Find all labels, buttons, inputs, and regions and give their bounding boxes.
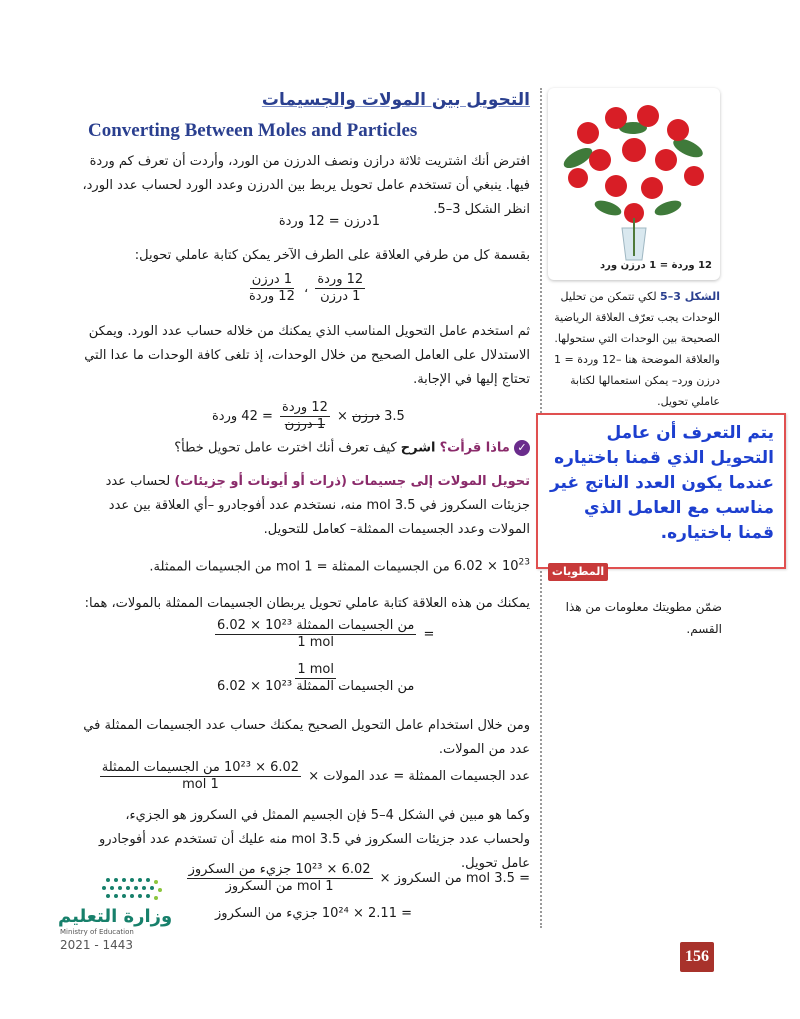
write-text: يمكنك من هذه العلاقة كتابة عاملي تحويل يربطان الجسيمات الممثلة بالمولات، هما:: [84, 596, 530, 611]
sucrose-equation: = 3.5 mol من السكروز × $\frac{\text{6.02 × 10²³ جزيء من السكروز}}{\text{1 mol من السكروز}}$: [188, 862, 530, 894]
factor-dozen-per-roses: $\frac{\text{1 درزن}}{\text{12 وردة}}$: [249, 272, 295, 304]
intro-paragraph: افترض أنك اشتريت ثلاثة درازن ونصف الدرزن من الورد، وأردت أن تعرف كم وردة فيها. ينبغي أن تستخدم عامل تحويل يربط بين الدرزن وعدد الورد لحساب عدد الورد، انظر الشكل 3–5.: [82, 154, 530, 217]
check-icon: ✓: [514, 440, 530, 456]
through-paragraph: ومن خلال استخدام عامل التحويل الصحيح يمكنك حساب عدد الجسيمات الممثلة في عدد من المولات.: [83, 718, 530, 757]
annotation-box: [536, 413, 786, 569]
avogadro-factor-1: $\frac{\text{6.02 × 10²³ من الجسيمات الممثلة}}{\text{1 mol}}$ =: [217, 618, 435, 650]
dividing-text: بقسمة كل من طرفي العلاقة على الطرف الآخر يمكن كتابة عاملي تحويل:: [134, 248, 530, 263]
ministry-name-arabic: وزارة التعليم: [58, 906, 173, 927]
as-shown-paragraph: وكما هو مبين في الشكل 4–5 فإن الجسيم الممثل في السكروز هو الجزيء، ولحساب عدد جزيئات السكروز في 3.5 mol منه عليك أن تستخدم عدد أفوجادرو عامل تحويل.: [98, 808, 530, 871]
subsection-title: تحويل المولات إلى جسيمات (ذرات أو أيونات أو جزيئات): [174, 474, 530, 489]
avogadro-equation: $6.02 \times 10^{23}$ من الجسيمات الممثلة = 1 mol من الجسيمات الممثلة.: [149, 558, 530, 575]
roses-illustration: [548, 88, 720, 280]
section-title-arabic: التحويل بين المولات والجسيمات: [261, 90, 530, 110]
figure-caption: الشكل 3–5 لكي تتمكن من تحليل الوحدات يجب تعرّف العلاقة الرياضية الصحيحة بين الوحدات التي ستحولها. والعلاقة الموضحة هنا –12 وردة = 1 درزن ورد– يمكن استعمالها لكتابة عاملي تحويل.: [554, 290, 720, 408]
roses-calculation: 3.5 درزن × $\frac{\text{12 وردة}}{\text{1 درزن}}$ = 42 وردة: [212, 400, 405, 432]
count-equation: عدد الجسيمات الممثلة = عدد المولات × $\frac{\text{6.02 × 10²³ من الجسيمات الممثلة}}{\text{1 mol}}$: [101, 760, 530, 792]
subsection-paragraph: تحويل المولات إلى جسيمات (ذرات أو أيونات أو جزيئات) لحساب عدد جزيئات السكروز في 3.5 mol منه، نستخدم عدد أفوجادرو –أي العلاقة بين عدد المولات وعدد الجسيمات الممثلة– كعامل للتحويل.: [105, 474, 530, 537]
foldables-tag: المطويات: [548, 563, 608, 581]
annotation-text: يتم التعرف أن عامل التحويل الذي قمنا باختياره عندما يكون العدد الناتج غير مناسب مع العامل الذي قمنا باختياره.: [549, 423, 774, 543]
section-title-english: Converting Between Moles and Particles: [88, 120, 418, 141]
factor-separator: ،: [303, 281, 309, 296]
answer-equation: = 2.11 × 10²⁴ جزيء من السكروز: [215, 906, 412, 921]
page-number: 156: [680, 942, 714, 972]
factor-roses-per-dozen: $\frac{\text{12 وردة}}{\text{1 درزن}}$: [317, 272, 364, 304]
edition-year: 2021 - 1443: [60, 938, 134, 952]
photo-label: 12 وردة = 1 درزن ورد: [600, 260, 712, 271]
ministry-name-english: Ministry of Education: [60, 928, 134, 936]
roses-photo: [548, 88, 720, 280]
dozen-equation: 1درزن = 12 وردة: [278, 214, 380, 229]
conversion-factors: [244, 272, 368, 305]
foldables-text: ضمّن مطويتك معلومات من هذا القسم.: [565, 600, 722, 636]
reading-check: ✓ ماذا قرأت؟ اشرح كيف تعرف أنك اخترت عامل تحويل خطأ؟: [174, 440, 530, 456]
then-paragraph: ثم استخدم عامل التحويل المناسب الذي يمكنك من خلاله حساب عدد الورد. ويمكن الاستدلال على العامل الصحيح من خلال الوحدات، إذ تلغى كافة الوحدات ما عدا التي تحتاج إليها في الإجابة.: [84, 324, 530, 387]
avogadro-factor-2: $\frac{\text{1 mol}}{\text{6.02 × 10²³ من الجسيمات الممثلة}}$: [217, 662, 415, 694]
